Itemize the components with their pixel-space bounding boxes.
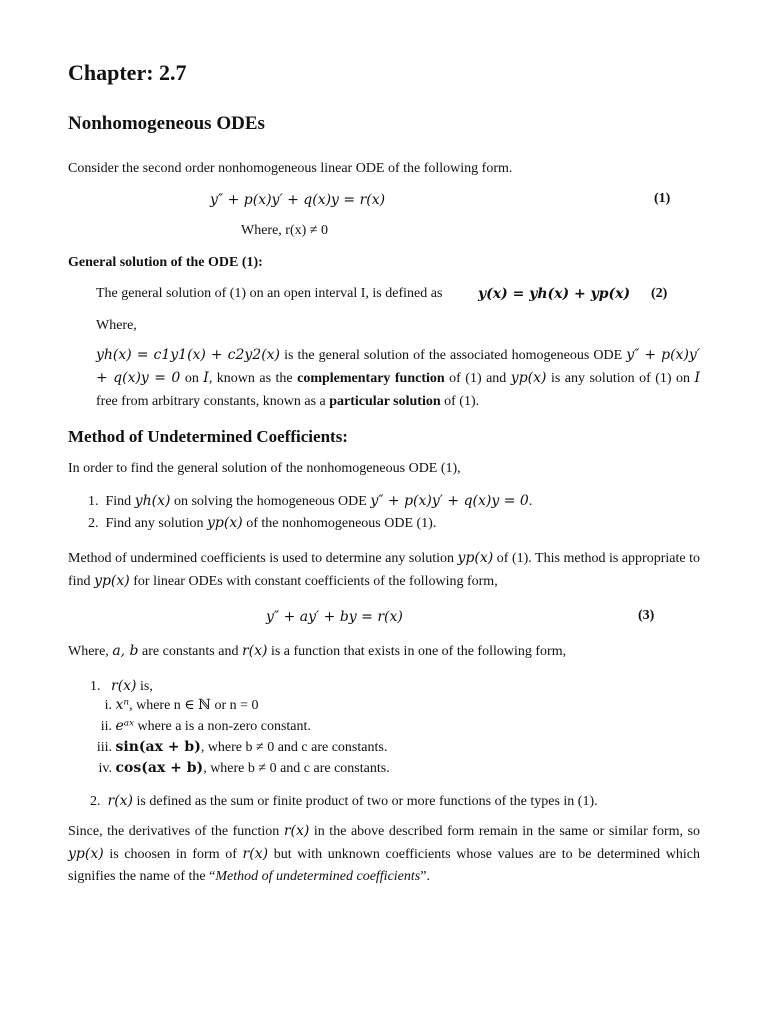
method-heading: Method of Undetermined Coefficients: xyxy=(68,427,348,446)
sub-item-text: , where n ∈ ℕ or n = 0 xyxy=(129,698,259,713)
equation-1-condition: Where, r(x) ≠ 0 xyxy=(241,223,328,238)
sub-item-text: , where b ≠ 0 and c are constants. xyxy=(200,740,388,755)
list-number: i. xyxy=(104,698,112,713)
step-text: of the nonhomogeneous ODE (1). xyxy=(242,516,437,531)
list-number: iv. xyxy=(98,761,112,776)
yp-expression: yp(x) xyxy=(457,550,494,566)
equation-2: y(x) = yh(x) + yp(x) xyxy=(478,286,631,302)
sub-item-math: xⁿ xyxy=(115,697,130,713)
list-number: 1. xyxy=(88,494,99,509)
list-number: 2. xyxy=(88,516,99,531)
yp-expression: yp(x) xyxy=(510,370,547,386)
form-text: is, xyxy=(136,679,153,694)
step-text: . xyxy=(528,494,533,509)
equation-3: y″ + ay′ + by = r(x) xyxy=(266,609,403,625)
sub-item xyxy=(90,695,390,716)
paragraph-text: on xyxy=(180,371,204,386)
equation-1-number: (1) xyxy=(654,191,671,206)
paragraph-text: , known as the xyxy=(208,371,298,386)
r-function: r(x) xyxy=(242,846,269,862)
step-text: Find any solution xyxy=(105,516,208,531)
equation-1: y″ + p(x)y′ + q(x)y = r(x) xyxy=(210,192,386,208)
form-text: is defined as the sum or finite product of two or more functions of the types in (1). xyxy=(133,794,598,809)
paragraph-text: of (1). This method is appropriate to find xyxy=(68,551,700,589)
sub-item xyxy=(90,716,390,737)
paragraph-text: ”. xyxy=(420,869,430,884)
where-label: Where, xyxy=(96,318,137,333)
yp-expression: yp(x) xyxy=(68,846,104,862)
final-paragraph xyxy=(68,820,700,888)
paragraph-text: is a function that exists in one of the following form, xyxy=(267,644,567,659)
step-math: y″ + p(x)y′ + q(x)y = 0 xyxy=(370,493,529,509)
r-function: r(x) xyxy=(107,793,134,809)
paragraph-text: Method of undermined coefficients is used to determine any solution xyxy=(68,551,458,566)
interval-symbol: I xyxy=(694,370,701,386)
form-item-2 xyxy=(90,790,598,813)
paragraph-text: for linear ODEs with constant coefficients of the following form, xyxy=(129,574,498,589)
sub-item-math: cos(ax + b) xyxy=(115,760,204,776)
interval-symbol: I xyxy=(203,370,209,386)
section-title: Nonhomogeneous ODEs xyxy=(68,113,265,134)
step-math: yh(x) xyxy=(134,493,171,509)
paragraph-text: is any solution of (1) on xyxy=(546,371,695,386)
equation-2-number: (2) xyxy=(651,286,668,301)
sub-item-text: , where b ≠ 0 and c are constants. xyxy=(203,761,390,776)
paragraph-text: in the above described form remain in the same or similar form, so xyxy=(309,824,700,839)
paragraph-text: Where, xyxy=(68,644,113,659)
particular-solution-term: particular solution xyxy=(329,394,441,409)
chapter-title: Chapter: 2.7 xyxy=(68,60,187,85)
homogeneous-paragraph xyxy=(96,344,700,413)
list-number: iii. xyxy=(96,740,112,755)
r-function: r(x) xyxy=(241,643,268,659)
paragraph-text: of (1) and xyxy=(444,371,511,386)
constants-symbols: a, b xyxy=(112,643,139,659)
step-text: Find xyxy=(105,494,135,509)
sub-item-list xyxy=(90,695,390,779)
method-name-emphasis: Method of undetermined coefficients xyxy=(215,869,421,884)
sub-item-math: sin(ax + b) xyxy=(115,739,201,755)
general-solution-text: The general solution of (1) on an open interval I, is defined as xyxy=(96,286,443,301)
sub-item-text: where a is a non-zero constant. xyxy=(134,719,311,734)
paragraph-text: Since, the derivatives of the function xyxy=(68,824,284,839)
paragraph-text: are constants and xyxy=(138,644,242,659)
complementary-function-term: complementary function xyxy=(297,371,445,386)
method-paragraph xyxy=(68,547,700,593)
method-intro: In order to find the general solution of the nonhomogeneous ODE (1), xyxy=(68,461,461,476)
yh-expression: yh(x) = c1y1(x) + c2y2(x) xyxy=(96,347,281,363)
paragraph-text: is the general solution of the associated homogeneous ODE xyxy=(280,348,627,363)
paragraph-text: but with unknown coefficients whose values are to be determined which signifies the name of the “ xyxy=(68,847,700,884)
constants-sentence xyxy=(68,640,566,663)
yp-expression: yp(x) xyxy=(94,573,130,589)
step-item xyxy=(88,490,532,513)
list-number: 1. xyxy=(90,679,101,694)
paragraph-text: free from arbitrary constants, known as a xyxy=(96,394,330,409)
paragraph-text: is choosen in form of xyxy=(103,847,243,862)
list-number: 2. xyxy=(90,794,101,809)
equation-3-number: (3) xyxy=(638,608,655,623)
step-item xyxy=(88,512,436,535)
intro-text: Consider the second order nonhomogeneous linear ODE of the following form. xyxy=(68,161,513,176)
step-math: yp(x) xyxy=(207,515,243,531)
paragraph-text: of (1). xyxy=(440,394,480,409)
sub-item xyxy=(90,758,390,779)
general-solution-heading: General solution of the ODE (1): xyxy=(68,255,263,270)
sub-item xyxy=(90,737,390,758)
homogeneous-ode: y″ + p(x)y′ + q(x)y = 0 xyxy=(96,347,700,386)
list-number: ii. xyxy=(100,719,112,734)
step-text: on solving the homogeneous ODE xyxy=(170,494,371,509)
r-function: r(x) xyxy=(111,678,137,694)
r-function: r(x) xyxy=(283,823,310,839)
sub-item-math: eᵃˣ xyxy=(115,718,135,734)
